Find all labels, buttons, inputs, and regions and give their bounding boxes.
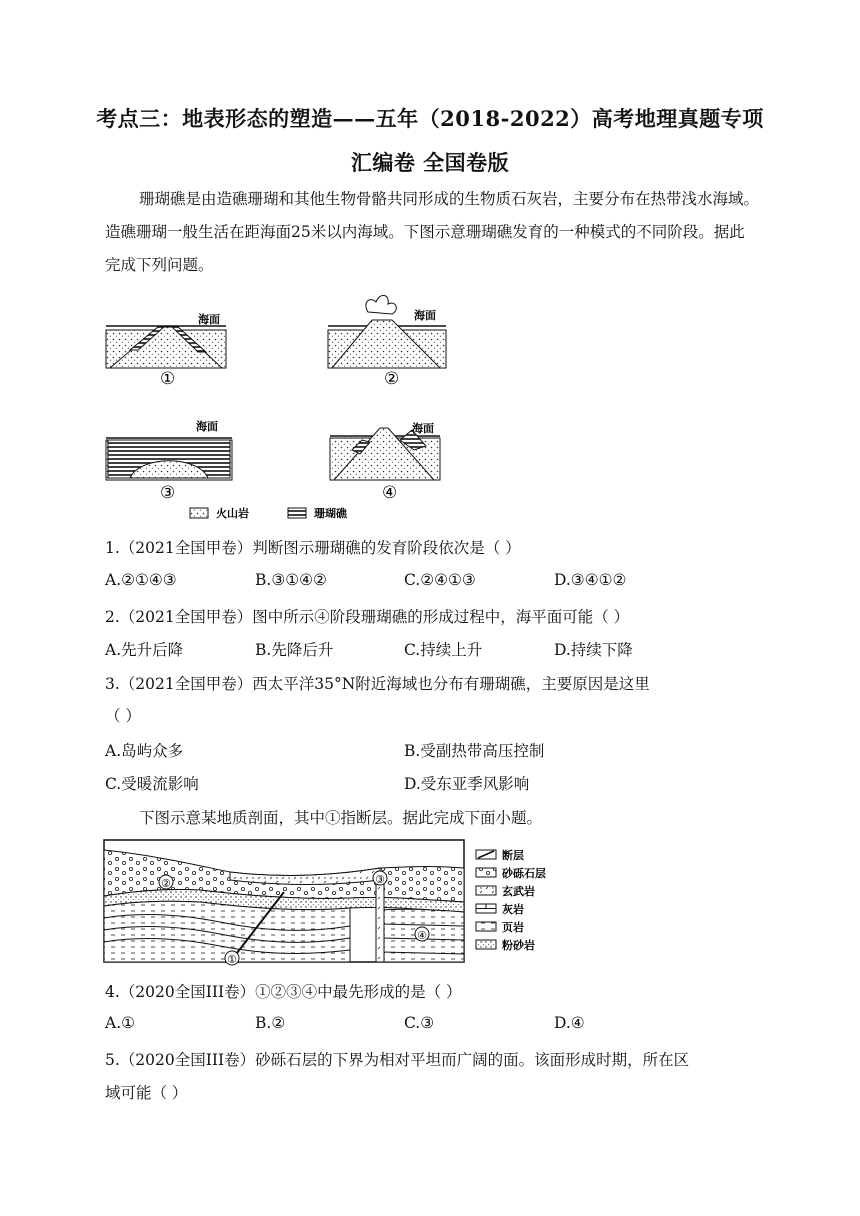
legend-coral-reef: 珊瑚礁 [314,507,347,520]
question-5: 5.（2020全国III卷）砂砾石层的下界为相对平坦而广阔的面。该面形成时期，所在区 [105,1051,690,1069]
panel-label-1: ① [160,369,176,389]
q3-option-a: A.岛屿众多 [105,742,184,760]
marker-4: ④ [417,929,427,942]
question-3: 3.（2021全国甲卷）西太平洋35°N附近海域也分布有珊瑚礁，主要原因是这里 [105,675,650,693]
legend-siltstone: 粉砂岩 [502,939,535,952]
marker-3: ③ [375,873,385,886]
q1-option-a: A.②①④③ [105,571,177,589]
marker-fault-1: ① [227,953,237,966]
sea-level-label: 海面 [198,313,220,326]
q1-option-c: C.②④①③ [404,571,476,589]
legend-shale: 页岩 [502,921,524,934]
sea-level-label-3: 海面 [196,420,218,433]
panel-label-2: ② [384,369,400,389]
intro-paragraph-geology: 下图示意某地质剖面，其中①指断层。据此完成下面小题。 [139,809,543,827]
reef-panel-1 [106,312,226,389]
q4-option-d: D.④ [554,1014,585,1032]
legend-limestone: 灰岩 [502,903,524,916]
q3-option-b: B.受副热带高压控制 [404,742,545,760]
legend-basalt: 玄武岩 [502,885,535,898]
q2-option-a: A.先升后降 [105,641,184,659]
page-title-continued: 汇编卷 全国卷版 [350,150,510,175]
q4-option-b: B.② [255,1014,286,1032]
reef-panel-3 [106,419,232,503]
q3-option-d: D.受东亚季风影响 [404,775,530,793]
page-title: 考点三：地表形态的塑造——五年（2018-2022）高考地理真题专项 [96,106,764,131]
marker-2: ② [161,877,171,890]
profile-legend [476,848,546,952]
reef-panel-2 [328,295,446,389]
reef-panel-4 [330,421,440,503]
q4-option-c: C.③ [404,1014,435,1032]
q2-option-d: D.持续下降 [554,641,633,659]
q4-option-a: A.① [105,1014,136,1032]
q1-option-b: B.③①④② [255,571,327,589]
q2-option-b: B.先降后升 [255,641,334,659]
legend-fault: 断层 [502,849,524,862]
q3-option-c: C.受暖流影响 [105,775,199,793]
question-1: 1.（2021全国甲卷）判断图示珊瑚礁的发育阶段依次是（ ） [105,539,521,557]
question-5-continued: 域可能（ ） [105,1084,188,1102]
sea-level-label-2: 海面 [414,309,436,322]
q2-option-c: C.持续上升 [404,641,483,659]
reef-legend [190,506,348,520]
panel-label-3: ③ [160,483,176,503]
legend-volcanic-rock: 火山岩 [216,507,249,520]
coral-reef-figure [100,290,460,525]
question-2: 2.（2021全国甲卷）图中所示④阶段珊瑚礁的形成过程中，海平面可能（ ） [105,608,630,626]
sea-level-label-4: 海面 [412,422,434,435]
legend-gravel: 砂砾石层 [502,867,546,880]
intro-paragraph-coral: 珊瑚礁是由造礁珊瑚和其他生物骨骼共同形成的生物质石灰岩，主要分布在热带浅水海域。造礁珊瑚一般生活在距海面25米以内海域。下图示意珊瑚礁发育的一种模式的不同阶段。据此完成下列问题。 [105,190,760,274]
geologic-profile-figure [100,836,560,970]
panel-label-4: ④ [382,483,398,503]
question-3-continued: （ ） [105,707,141,725]
question-4: 4.（2020全国III卷）①②③④中最先形成的是（ ） [105,983,462,1001]
q1-option-d: D.③④①② [554,571,627,589]
